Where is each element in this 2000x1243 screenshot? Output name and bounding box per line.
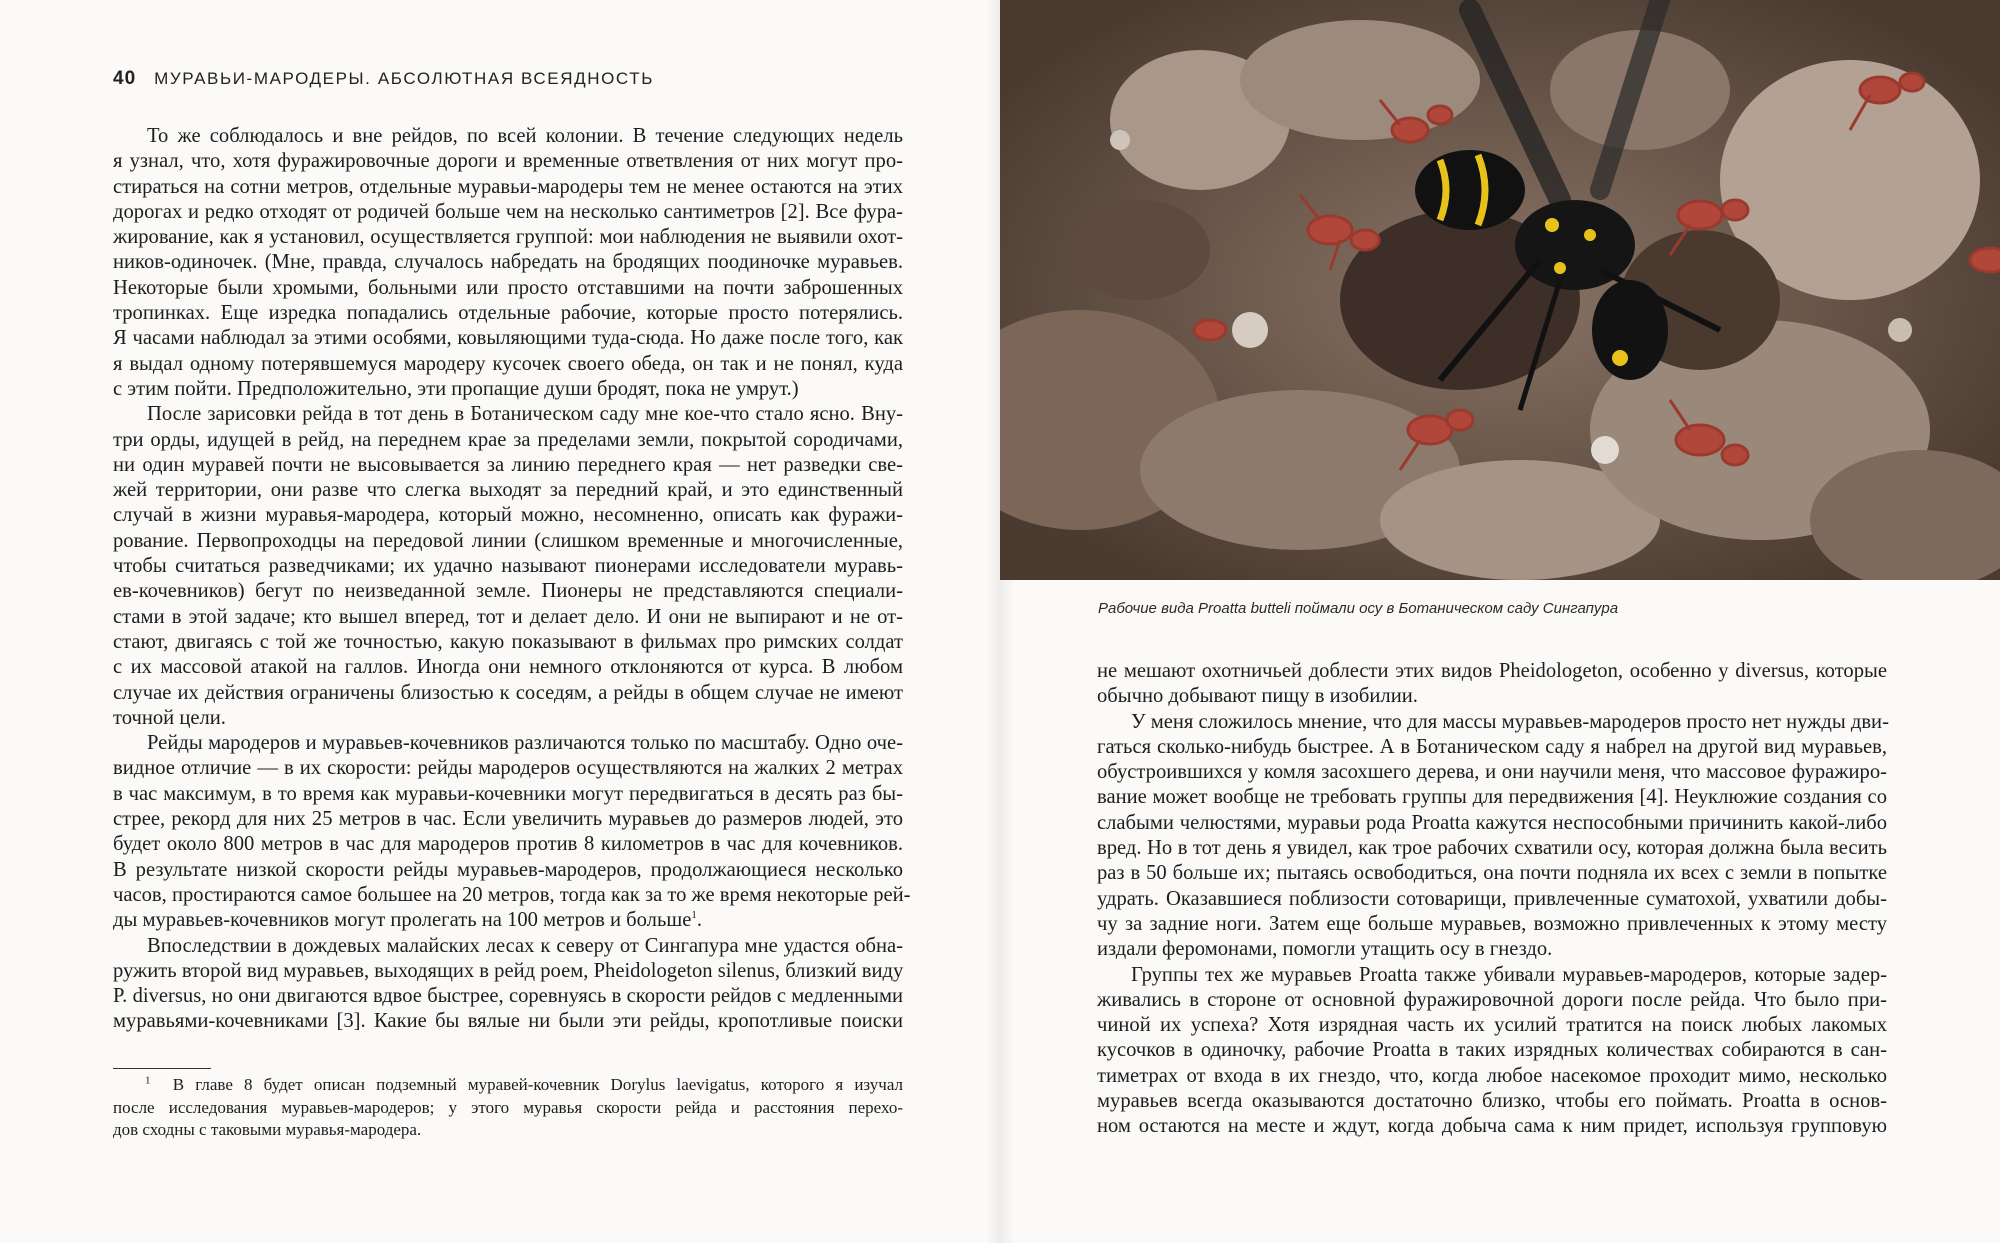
text-line: жирование, как я установил, осуществляется группой: мои наблюдения не выявили охот- [113,226,903,249]
text-line: гаться сколько-нибудь быстрее. А в Ботаническом саду я набрел на другой вид муравьев, [1097,735,1887,758]
running-header [113,68,654,90]
text-line: вание может вообще не требовать группы для передвижения [4]. Неуклюжие создания со [1097,786,1887,809]
footnote-ref: 1 [691,909,697,922]
text-line: не мешают охотничьей доблести этих видов Pheidologeton, особенно у diversus, которые [1097,660,1887,682]
text-line: тиметрах от входа в их гнездо, что, когда любое насекомое проходит мимо, несколько [1097,1064,1887,1087]
left-column-text [113,124,911,1035]
text-line: Группы тех же муравьев Proatta также убивали муравьев-мародеров, которые задер- [1131,963,1887,986]
text-line: стираться на сотни метров, отдельные муравьи-мародеры тем не менее остаются на этих [113,175,903,198]
photo-caption: Рабочие вида Proatta butteli поймали осу в Ботаническом саду Сингапура [1098,600,1619,617]
footnote-marker: 1 [145,1074,151,1087]
footnote-line: после исследования муравьев-мародеров; у этого муравья скорости рейда и расстояния перехо- [113,1097,903,1117]
text-line: дорогах и редко отходят от родичей больше чем на несколько сантиметров [2]. Все фура- [113,200,903,223]
text-line: В результате низкой скорости рейды муравьев-мародеров, продолжающиеся несколько [113,858,903,881]
text-line: рование. Первопроходцы на передовой линии (слишком временные и многочисленные, [113,529,903,552]
text-line: Некоторые были хромыми, больными или просто отставшими на почти заброшенных [113,276,903,299]
running-title: МУРАВЬИ-МАРОДЕРЫ. АБСОЛЮТНАЯ ВСЕЯДНОСТЬ [154,69,654,88]
text-line: три орды, идущей в рейд, на переднем крае за пределами земли, покрытой сородичами, [113,428,903,451]
text-line: P. diversus, но они двигаются вдвое быстрее, соревнуясь в скорости рейдов с медленными [113,985,903,1008]
text-line: ном остаются на месте и ждут, когда добыча сама к ним придет, используя групповую [1097,1115,1887,1138]
text-line: издали феромонами, помогли утащить осу в гнездо. [1097,938,1553,961]
text-line-content: ды муравьев-кочевников могут пролегать на 100 метров и больше [113,909,692,932]
text-line: я выдал одному потерявшемуся мародеру кусочек своего обеда, он так и не понял, куда [113,352,903,375]
text-line: удрать. Оказавшиеся поблизости сотоварищи, привлеченные суматохой, ухватили добы- [1097,887,1887,910]
text-line: Впоследствии в дождевых малайских лесах к северу от Сингапура мне удастся обна- [147,934,903,957]
text-line: жей территории, они разве что слегка выходят за передний край, и это единственный [113,479,903,502]
photo-illustration [1000,0,2000,580]
text-line: обустроившихся у комля засохшего дерева, и они научили меня, что массовое фуражиро- [1097,761,1887,784]
text-line: муравьями-кочевниками [3]. Какие бы вялые ни были эти рейды, кропотливые поиски [113,1010,903,1033]
text-line: муравьев всегда оказываются достаточно близко, чтобы его поймать. Proatta в основ- [1097,1090,1887,1113]
ants-wasp-photo [1000,0,2000,580]
text-line: Рейды мародеров и муравьев-кочевников различаются только по масштабу. Одно оче- [147,732,903,755]
text-line: тропинках. Еще изредка попадались отдельные рабочие, которые просто потерялись. [113,302,903,325]
text-line: видное отличие — в их скорости: рейды мародеров осуществляются на жалких 2 метрах [113,757,903,780]
text-line: стрее, рекорд для них 25 метров в час. Если увеличить муравьев до размеров людей, это [113,808,903,831]
text-line: У меня сложилось мнение, что для массы муравьев-мародеров просто нет нужды дви- [1131,710,1889,733]
text-line: точной цели. [113,706,226,729]
text-line: ды муравьев-кочевников могут пролегать на 100 метров и больше$^1$. [113,909,702,932]
text-line: будет около 800 метров в час для мародеров против 8 километров в час для кочевников. [113,833,903,856]
text-line: случае их действия ограничены близостью к соседям, а рейды в общем случае не имеют [113,681,903,704]
text-line: раз в 50 больше их; пытаясь освободиться, она почти подняла их всех с земли в попытке [1097,862,1887,885]
text-line: часов, простираются самое большее на 20 метров, тогда как за то же время некоторые рей- [113,883,911,906]
text-line: в час максимум, в то время как муравьи-кочевники могут передвигаться в десять раз бы- [113,782,903,805]
text-line: с их массовой атакой на галлов. Иногда они немного отклоняются от курса. В любом [113,656,903,679]
footnote-text: В главе 8 будет описан подземный муравей-кочевник Dorylus laevigatus, которого я изучал [172,1075,903,1094]
text-line: с этим пойти. Предположительно, эти пропащие души бродят, пока не умрут.) [113,377,799,400]
footnote-line: дов сходны с таковыми муравья-мародера. [113,1120,422,1139]
text-line: слабыми челюстями, муравьи рода Proatta кажутся неспособными причинить какой-либо [1097,811,1887,834]
text-line: чтобы считаться разведчиками; их удачно называют пионерами исследователи муравь- [113,555,903,578]
right-column-text [1097,659,1887,1140]
text-line: ников-одиночек. (Мне, правда, случалось набредать на бродящих поодиночке муравьев. [113,251,903,274]
text-line: стают, двигаясь с той же точностью, какую показывают в фильмах про римских солдат [113,630,903,653]
text-line: чу за задние ноги. Затем еще больше муравьев, возможно привлеченных к этому месту [1097,912,1887,935]
text-line: я узнал, что, хотя фуражировочные дороги и временные ответвления от них могут про- [113,150,903,173]
footnote-rule [113,1068,211,1069]
text-line: После зарисовки рейда в тот день в Ботаническом саду мне кое-что стало ясно. Вну- [147,403,903,426]
text-line: чиной их успеха? Хотя изрядная часть их усилий тратится на поиск любых лакомых [1097,1014,1887,1037]
text-line: ружить второй вид муравьев, выходящих в рейд роем, Pheidologeton silenus, близкий виду [113,959,904,982]
text-line: кусочков в одиночку, рабочие Proatta в таких изрядных количествах собираются в сан- [1097,1039,1887,1062]
text-line: стами в этой задаче; кто вышел вперед, тот и делает дело. И они не выпирают и не от- [113,605,903,628]
footnote [113,1074,903,1142]
text-line: Я часами наблюдал за этими особями, ковыляющими туда-сюда. Но даже после того, как [113,327,903,350]
footnote-line [113,1074,903,1097]
text-line: То же соблюдалось и вне рейдов, по всей колонии. В течение следующих недель [147,125,903,147]
text-line: ни один муравей почти не высовывается за линию переднего края — нет разведки све- [113,453,903,476]
text-line: ев-кочевников) бегут по неизведанной земле. Пионеры не представляются специали- [113,580,903,603]
text-line: вред. Но в тот день я увидел, как трое рабочих схватили осу, которая должна была весить [1097,837,1887,860]
text-line: обычно добывают пищу в изобилии. [1097,685,1418,708]
page-number: 40 [113,68,137,89]
text-line: живались в стороне от основной фуражировочной дороги после рейда. Что было при- [1097,988,1887,1011]
text-line: случай в жизни муравья-мародера, который можно, несомненно, описать как фуражи- [113,504,903,527]
